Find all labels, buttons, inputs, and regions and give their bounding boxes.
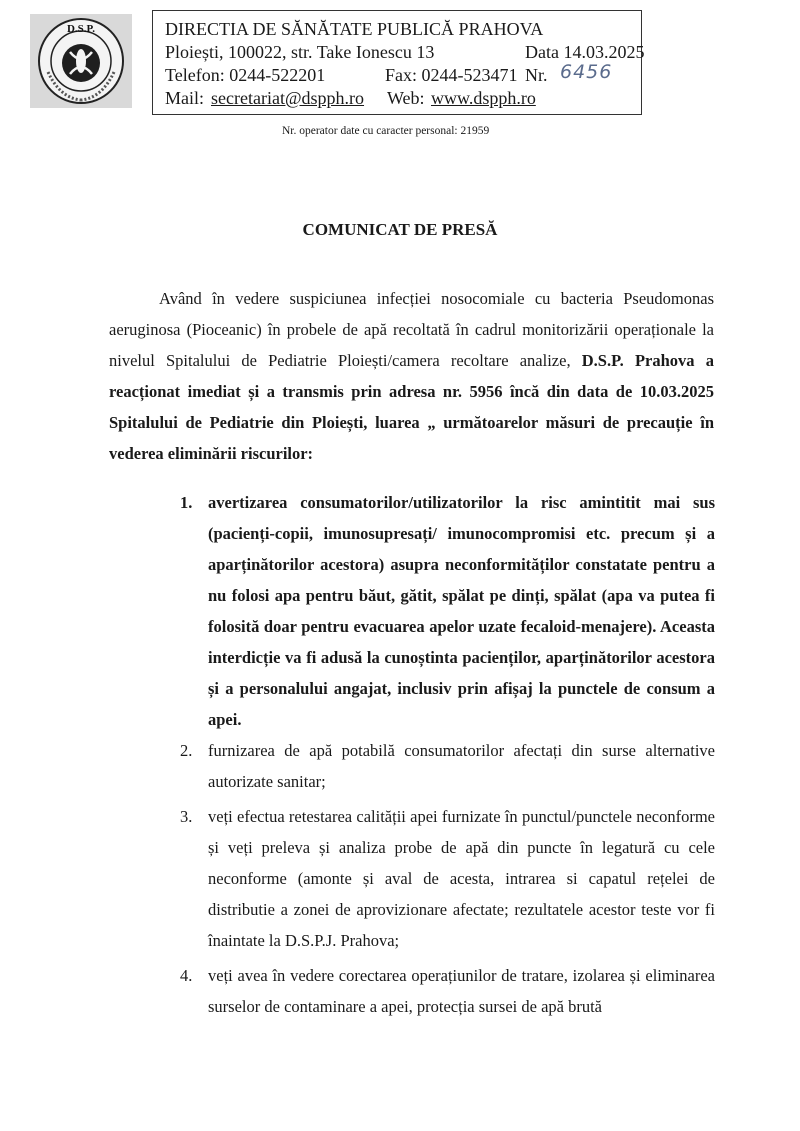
- svg-text:D.S.P.: D.S.P.: [66, 23, 96, 35]
- list-item: [180, 960, 715, 1022]
- list-item-text: furnizarea de apă potabilă consumatorilor afectați din surse alternative autorizate sanitar;: [208, 741, 715, 791]
- letterhead-line-1: [165, 18, 641, 41]
- web-label: Web:: [387, 88, 425, 108]
- measures-list: [180, 487, 715, 1026]
- web-link[interactable]: www.dspph.ro: [431, 88, 536, 108]
- list-item-number: 2.: [180, 741, 193, 760]
- intro-text: Având în vedere suspiciunea infecției nosocomiale cu bacteria Pseudomonas aeruginosa (Pioceanic) în probele de apă recoltată în cadrul monitorizării operaționale la nivelul Spitalului de Pediatrie Ploiești/camera recoltare analize,: [109, 289, 714, 370]
- fax: Fax: 0244-523471: [385, 65, 518, 85]
- mail-label: Mail:: [165, 88, 204, 108]
- dsp-seal-icon: [30, 14, 132, 108]
- mail-link[interactable]: secretariat@dspph.ro: [211, 88, 365, 108]
- document-date: Data 14.03.2025: [525, 42, 645, 62]
- list-item-number: 4.: [180, 966, 193, 985]
- page-title: COMUNICAT DE PRESĂ: [302, 220, 498, 239]
- institution-name: DIRECTIA DE SĂNĂTATE PUBLICĂ PRAHOVA: [165, 19, 544, 39]
- operator-note: Nr. operator date cu caracter personal: 21959: [282, 125, 490, 137]
- list-item-text: veți efectua retestarea calității apei furnizate în punctul/punctele neconforme și veți preleva și analiza probe de apă din puncte în legatură cu cele neconforme (amonte și aval de acesta, intrarea si capatul rețelei de distributie a zonei de aprovizionare afectate; rezultatele acestor teste vor fi înaintate la D.S.P.J. Prahova;: [208, 807, 715, 950]
- list-item: [180, 801, 715, 956]
- address: Ploiești, 100022, str. Take Ionescu 13: [165, 42, 435, 62]
- list-item-text: avertizarea consumatorilor/utilizatorilor la risc amintitit mai sus (pacienți-copii, imunosupresați/ imunocompromisi etc. precum și a aparținătorilor acestora) asupra neconformităților constatate pentru a nu folosi apa pentru băut, gătit, spălat pe dinți, spălat (apa va putea fi folosită doar pentru evacuarea apelor uzate fecaloid-menajere). Aceasta interdicție va fi adusă la cunoștinta pacienților, aparținătorilor acestora și a personalului angajat, inclusiv prin afișaj la punctele de consum a apei.: [208, 493, 715, 729]
- list-item: [180, 487, 715, 735]
- intro-paragraph: [109, 283, 714, 469]
- registration-number: 6456: [560, 61, 613, 83]
- registration-label: Nr.: [525, 65, 548, 85]
- list-item-number: 3.: [180, 807, 193, 826]
- list-item-text: veți avea în vedere corectarea operațiunilor de tratare, izolarea și eliminarea surselor de contaminare a apei, protecția sursei de apă brută: [208, 966, 715, 1016]
- list-item-number: 1.: [180, 493, 193, 512]
- intro-bold-text: D.S.P. Prahova a reacționat imediat și a transmis prin adresa nr. 5956 încă din data de 10.03.2025 Spitalului de Pediatrie din Ploiești, luarea „ următoarelor măsuri de precauție în vederea eliminării riscurilor:: [109, 351, 714, 463]
- dsp-logo: [30, 14, 132, 108]
- letterhead-line-4: [165, 87, 641, 110]
- letterhead-line-3: [165, 61, 641, 87]
- letterhead: [152, 10, 645, 115]
- phone: Telefon: 0244-522201: [165, 65, 326, 85]
- list-item: [180, 735, 715, 797]
